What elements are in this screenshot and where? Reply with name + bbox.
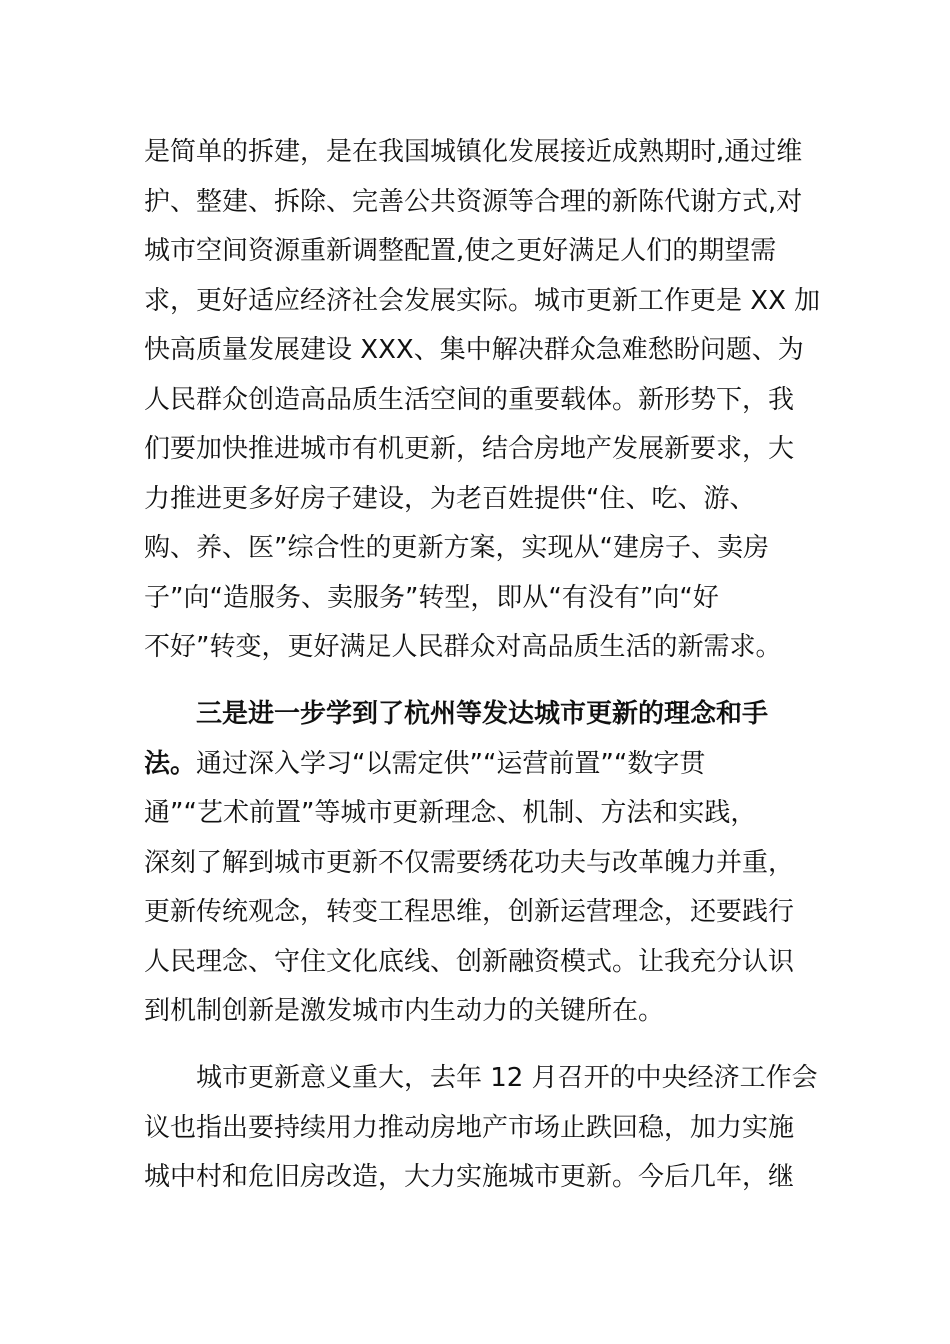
section-heading: 三是进一步学到了杭州等发达城市更新的理念和手: [196, 699, 769, 729]
text-line: 城市更新意义重大，去年 12 月召开的中央经济工作会: [196, 1063, 818, 1093]
text-line: 人民理念、守住文化底线、创新融资模式。让我充分认识: [144, 946, 795, 977]
text-line: 通”“艺术前置”等城市更新理念、机制、方法和实践，: [144, 798, 757, 828]
text-line: 到机制创新是激发城市内生动力的关键所在。: [144, 996, 665, 1026]
text-line: 更新传统观念，转变工程思维，创新运营理念，还要践行: [144, 897, 795, 927]
text-line: 们要加快推进城市有机更新，结合房地产发展新要求，大: [144, 434, 795, 464]
text-line: [144, 740, 807, 790]
paragraph-hangzhou-lessons: [144, 690, 807, 1037]
text-line: 子”向“造服务、卖服务”转型，即从“有没有”向“好: [144, 582, 719, 613]
section-heading-end: 法。: [144, 748, 197, 779]
text-line: 人民群众创造高品质生活空间的重要载体。新形势下，我: [144, 384, 795, 415]
paragraph-urban-renewal-definition: [144, 128, 821, 673]
text-line: 不好”转变，更好满足人民群众对高品质生活的新需求。: [144, 632, 782, 662]
text-line: 快高质量发展建设 XXX、集中解决群众急难愁盼问题、为: [144, 335, 804, 365]
text-line: 求，更好适应经济社会发展实际。城市更新工作更是 XX 加: [144, 285, 821, 316]
text-line: 城中村和危旧房改造，大力实施城市更新。今后几年，继: [144, 1162, 795, 1192]
text-line: 购、养、医”综合性的更新方案，实现从“建房子、卖房: [144, 533, 769, 563]
text-line: 护、整建、拆除、完善公共资源等合理的新陈代谢方式,对: [144, 186, 803, 217]
text-line: 城市空间资源重新调整配置,使之更好满足人们的期望需: [144, 236, 777, 266]
text-line: 深刻了解到城市更新不仅需要绣花功夫与改革魄力并重，: [144, 847, 795, 878]
text-line: 是简单的拆建，是在我国城镇化发展接近成熟期时,通过维: [144, 137, 803, 167]
text-line: 议也指出要持续用力推动房地产市场止跌回稳，加力实施: [144, 1112, 795, 1143]
paragraph-significance: [144, 1054, 818, 1203]
text-line-rest: 通过深入学习“以需定供”“运营前置”“数字贯: [196, 748, 706, 779]
text-line: 力推进更多好房子建设，为老百姓提供“住、吃、游、: [144, 483, 756, 514]
